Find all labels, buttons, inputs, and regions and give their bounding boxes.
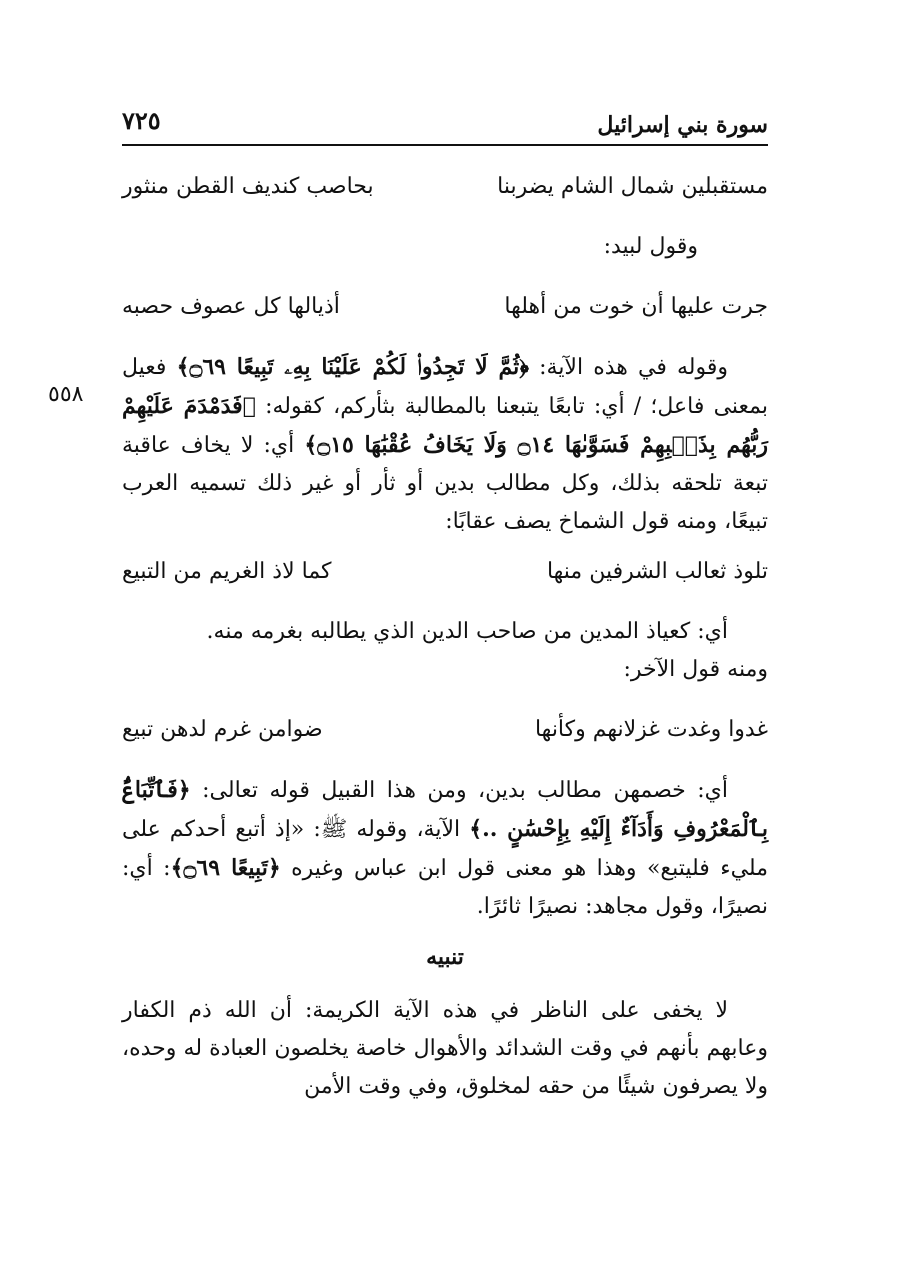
paragraph: أي: كعياذ المدين من صاحب الدين الذي يطالبه بغرمه منه. xyxy=(206,619,728,644)
margin-page-reference: ٥٥٨ xyxy=(48,382,84,407)
verse-hemistich-first: مستقبلين شمال الشام يضربنا xyxy=(497,174,768,199)
quran-quote: ﴿فَدَمْدَمَ عَلَيْهِمْ رَبُّهُم بِذَنۢبِهِمْ فَسَوَّىٰهَا ۝١٤ وَلَا يَخَافُ عُقْبَٰهَا ۝١٥﴾ xyxy=(122,393,768,458)
paragraph-text: فعيل بمعنى فاعل؛ / أي: تابعًا يتبعنا بالمطالبة بثأركم، كقوله: xyxy=(122,355,769,419)
verse-hemistich-first: جرت عليها أن خوت من أهلها xyxy=(504,294,768,319)
poetry-verse xyxy=(122,711,768,749)
paragraph-text: وقوله في هذه الآية: xyxy=(528,355,728,380)
running-title: سورة بني إسرائيل xyxy=(597,112,768,138)
poetry-verse xyxy=(122,288,768,326)
quran-quote: ﴿فَٱتِّبَاعٌۢ بِٱلْمَعْرُوفِ وَأَدَآءٌ إِلَيْهِ بِإِحْسَٰنٍ ..﴾ xyxy=(122,777,768,842)
section-heading: تنبيه xyxy=(426,944,464,970)
verse-hemistich-first: تلوذ ثعالب الشرفين منها xyxy=(546,559,768,584)
quran-quote: ﴿تَبِيعًا ۝٦٩﴾ xyxy=(170,855,281,881)
paragraph xyxy=(122,771,768,926)
paragraph: لا يخفى على الناظر في هذه الآية الكريمة: أن الله ذم الكفار وعابهم بأنهم في وقت الشدائد والأهوال خاصة يخلصون العبادة له وحده، ولا يصرفون شيئًا من حقه لمخلوق، وفي وقت الأمن xyxy=(122,998,768,1099)
poetry-verse xyxy=(122,168,768,206)
verse-hemistich-second: أذيالها كل عصوف حصبه xyxy=(122,294,340,319)
paragraph-text: الآية، وقوله ﷺ: «إذ أتبع أحدكم على مليء فليتبع» وهذا هو معنى قول ابن عباس وغيره xyxy=(122,817,768,881)
page-header xyxy=(122,104,768,146)
paragraph-text: أي: لا يخاف عاقبة تبعة تلحقه بذلك، وكل مطالب بدين أو ثأر أو غير ذلك تسميه العرب تبيعًا، ومنه قول الشماخ يصف عقابًا: xyxy=(122,433,768,534)
verse-intro: وقول لبيد: xyxy=(603,234,698,259)
verse-hemistich-second: بحاصب كنديف القطن منثور xyxy=(122,174,374,199)
page-body xyxy=(122,168,768,1118)
paragraph-text: أي: خصمهن مطالب بدين، ومن هذا القبيل قوله تعالى: xyxy=(190,778,728,803)
paragraph-text: : أي: نصيرًا، وقول مجاهد: نصيرًا ثائرًا. xyxy=(122,856,768,919)
page-number: ٧٢٥ xyxy=(122,106,161,135)
poetry-verse xyxy=(122,553,768,591)
verse-hemistich-second: كما لاذ الغريم من التبيع xyxy=(122,559,332,584)
paragraph: ومنه قول الآخر: xyxy=(623,657,768,682)
verse-hemistich-second: ضوامن غرم لدهن تبيع xyxy=(122,717,323,742)
verse-hemistich-first: غدوا وغدت غزلانهم وكأنها xyxy=(534,717,768,742)
quran-quote: ﴿ثُمَّ لَا تَجِدُوا۟ لَكُمْ عَلَيْنَا بِهِۦ تَبِيعًا ۝٦٩﴾ xyxy=(176,354,529,380)
paragraph xyxy=(122,348,768,541)
